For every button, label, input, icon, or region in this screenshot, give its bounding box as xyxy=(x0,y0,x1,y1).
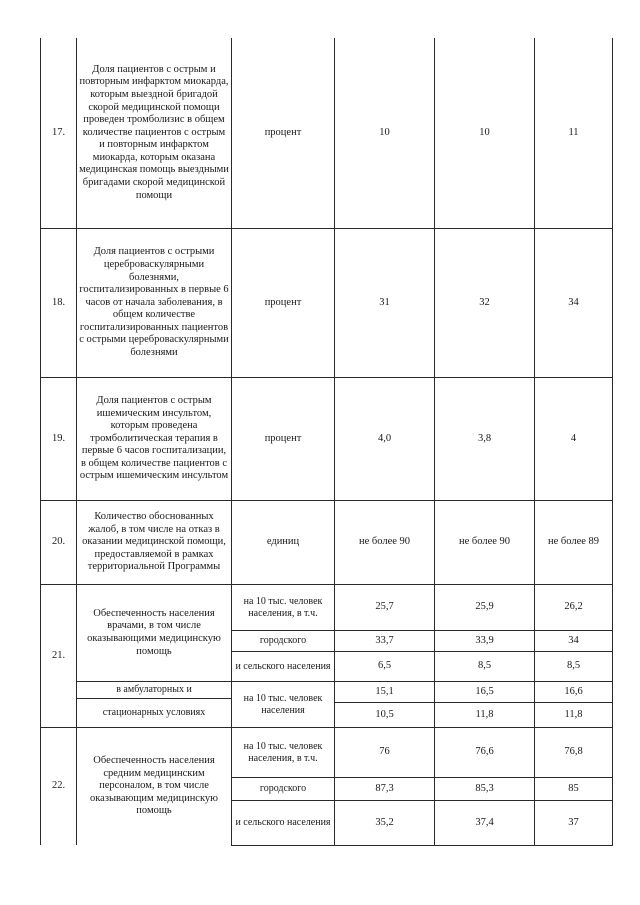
value-cell: 31 xyxy=(379,296,390,308)
indicator-text: Доля пациентов с острым ишемическим инсультом, которым проведена тромболитическая терапия в первые 6 часов госпитализации, в общем количестве пациентов с острым ишемическим инсультом xyxy=(79,394,229,482)
value-cell: 76,6 xyxy=(475,746,494,758)
indicator-subtext: стационарных условиях xyxy=(102,707,206,718)
value-cell: 4 xyxy=(570,432,577,444)
value-cell: 10 xyxy=(479,126,490,138)
value-cell: 8,5 xyxy=(566,660,581,672)
value-cell: 4,0 xyxy=(377,432,392,444)
value-cell: не более 90 xyxy=(458,536,511,548)
value-cell: 37,4 xyxy=(475,816,494,828)
value-cell: 16,6 xyxy=(564,685,583,697)
value-cell: 11,8 xyxy=(564,708,583,720)
value-cell: 85 xyxy=(568,782,579,794)
row-number: 20. xyxy=(51,536,66,548)
value-cell: 10 xyxy=(379,126,390,138)
unit-cell: на 10 тыс. человек населения, в т.ч. xyxy=(243,740,323,764)
value-cell: 15,1 xyxy=(375,685,394,697)
value-cell: 16,5 xyxy=(475,685,494,697)
value-cell: 85,3 xyxy=(475,782,494,794)
unit-cell: единиц xyxy=(266,536,300,548)
value-cell: 6,5 xyxy=(377,660,392,672)
row-number: 19. xyxy=(51,432,66,444)
value-cell: 37 xyxy=(568,816,579,828)
row-number: 17. xyxy=(51,126,66,138)
indicator-text: Доля пациентов с острым и повторным инфарктом миокарда, которым выездной бригадой скорой медицинской помощи проведен тромболизис в общем количестве пациентов с острым и повторным инфарктом миокарда, которым оказана медицинская помощь выездными бригадами скорой медицинской помощи xyxy=(79,63,229,201)
value-cell: не более 90 xyxy=(358,536,411,548)
indicator-subtext: в амбулаторных и xyxy=(116,684,192,695)
value-cell: 87,3 xyxy=(375,782,394,794)
row-divider xyxy=(231,845,613,846)
unit-cell: и сельского населения xyxy=(235,660,331,672)
indicator-text: Обеспеченность населения врачами, в том числе оказывающими медицинскую помощь xyxy=(87,607,221,657)
value-cell: 35,2 xyxy=(375,816,394,828)
value-cell: 76 xyxy=(379,746,390,758)
table-border-right xyxy=(612,38,613,845)
value-cell: 33,7 xyxy=(375,634,394,646)
row-number: 18. xyxy=(51,296,66,308)
unit-cell: и сельского населения xyxy=(235,817,331,828)
indicator-text: Доля пациентов с острыми цереброваскулярными болезнями, госпитализированных в первые 6 часов от начала заболевания, в общем количестве госпитализированных пациентов с острыми цереброваскулярными болезнями xyxy=(79,246,229,359)
value-cell: 10,5 xyxy=(375,708,394,720)
value-cell: 32 xyxy=(479,296,490,308)
unit-cell: на 10 тыс. человек населения xyxy=(243,692,323,716)
value-cell: не более 89 xyxy=(547,536,600,548)
unit-cell: процент xyxy=(264,432,302,444)
unit-cell: городского xyxy=(259,635,307,646)
unit-cell: городского xyxy=(259,783,307,794)
value-cell: 76,8 xyxy=(564,746,583,758)
value-cell: 25,7 xyxy=(375,601,394,613)
unit-cell: процент xyxy=(264,126,302,138)
value-cell: 11 xyxy=(568,126,579,138)
value-cell: 11,8 xyxy=(475,708,494,720)
value-cell: 34 xyxy=(568,296,579,308)
row-number: 21. xyxy=(51,649,66,661)
value-cell: 8,5 xyxy=(477,660,492,672)
indicator-text: Обеспеченность населения средним медицинским персоналом, в том числе оказывающим медицинскую помощь xyxy=(89,755,219,817)
value-cell: 25,9 xyxy=(475,601,494,613)
value-cell: 3,8 xyxy=(477,432,492,444)
unit-cell: на 10 тыс. человек населения, в т.ч. xyxy=(243,595,323,619)
indicator-text: Количество обоснованных жалоб, в том числе на отказ в оказании медицинской помощи, предоставляемой в рамках территориальной Программы xyxy=(82,511,226,573)
value-cell: 26,2 xyxy=(564,601,583,613)
value-cell: 34 xyxy=(568,634,579,646)
value-cell: 33,9 xyxy=(475,634,494,646)
unit-cell: процент xyxy=(264,296,302,308)
row-number: 22. xyxy=(51,780,66,792)
